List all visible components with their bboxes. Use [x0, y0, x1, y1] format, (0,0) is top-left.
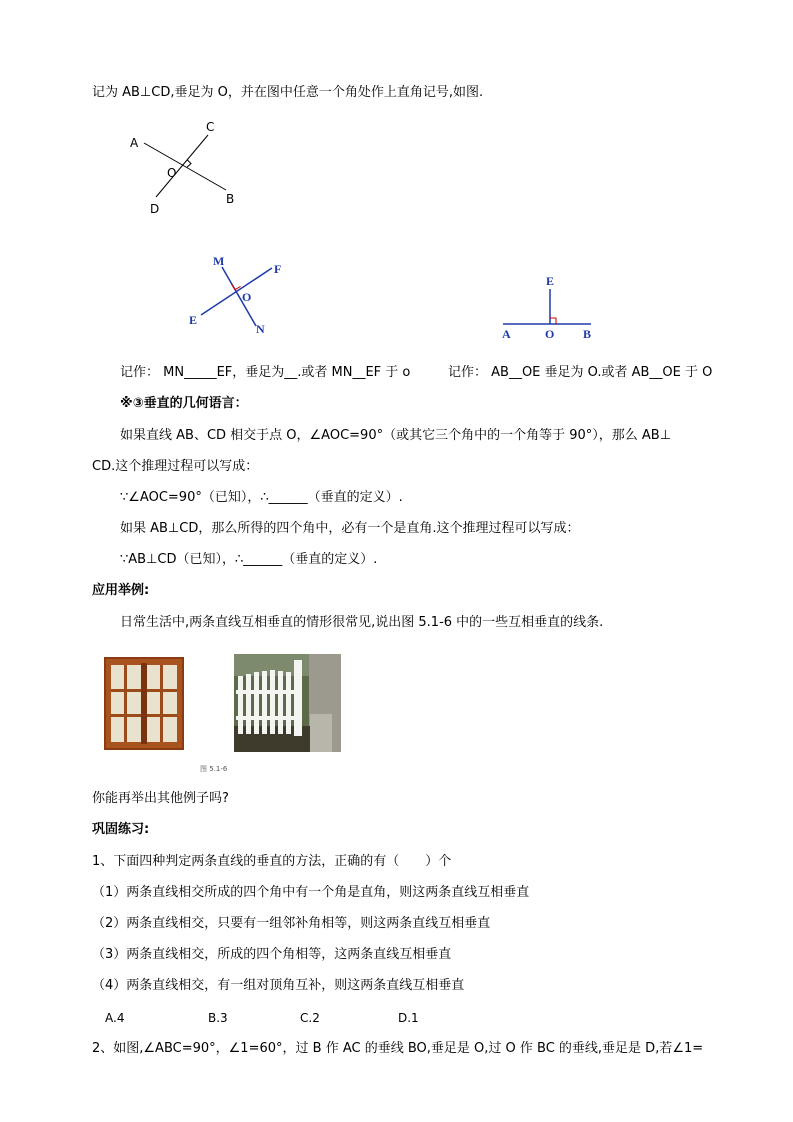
- fence-photo: [234, 654, 341, 752]
- fig2-label-f: F: [274, 262, 282, 276]
- geom-p1-line2: CD.这个推理过程可以写成：: [92, 459, 259, 474]
- q1-option-d: D.1: [398, 1011, 419, 1025]
- geom-p2-line: 如果 AB⊥CD，那么所得的四个角中，必有一个是直角.这个推理过程可以写成：: [120, 521, 580, 536]
- fig1-label-d: D: [150, 202, 160, 216]
- line-cd: [156, 135, 208, 197]
- q2-stem: 2、如图,∠ABC=90°，∠1=60°，过 B 作 AC 的垂线 BO,垂足是 O,过 O 作 BC 的垂线,垂足是 D,若∠1=: [92, 1041, 704, 1056]
- right-angle-mark: [550, 318, 556, 324]
- section-practice-title: 巩固练习:: [92, 822, 150, 837]
- notation-right: 记作： AB__OE 垂足为 O.或者 AB__OE 于 O: [448, 365, 713, 380]
- fig2-label-m: M: [213, 254, 225, 268]
- q1-item-2: （2）两条直线相交，只要有一组邻补角相等，则这两条直线互相垂直: [92, 916, 491, 931]
- section-geom-title: ※③垂直的几何语言：: [120, 396, 248, 411]
- geom-p2-reason: ∵AB⊥CD（已知），∴______（垂直的定义）.: [120, 552, 378, 567]
- geom-p1-reason: ∵∠AOC=90°（已知），∴______（垂直的定义）.: [120, 490, 403, 505]
- fig1-label-c: C: [206, 120, 215, 134]
- q1-option-c: C.2: [300, 1011, 320, 1025]
- fig2-label-o: O: [242, 290, 252, 304]
- example-text: 日常生活中,两条直线互相垂直的情形很常见,说出图 5.1-6 中的一些互相垂直的线条.: [120, 615, 604, 630]
- q1-option-b: B.3: [208, 1011, 228, 1025]
- fig1-label-o: O: [167, 166, 177, 180]
- geom-p1-line1: 如果直线 AB、CD 相交于点 O，∠AOC=90°（或其它三个角中的一个角等于 90°），那么 AB⊥: [120, 428, 672, 443]
- fig3-label-o: O: [545, 327, 555, 341]
- fig2-label-e: E: [189, 313, 198, 327]
- window-photo: [104, 657, 184, 750]
- fig3-label-a: A: [502, 327, 511, 341]
- fig3-label-b: B: [583, 327, 592, 341]
- notation-left: 记作： MN_____EF，垂足为__.或者 MN__EF 于 o: [120, 365, 411, 380]
- section-example-title: 应用举例:: [92, 583, 150, 598]
- fig1-label-b: B: [226, 192, 235, 206]
- q1-item-3: （3）两条直线相交，所成的四个角相等，这两条直线互相垂直: [92, 947, 452, 962]
- fig2-label-n: N: [256, 322, 265, 336]
- more-examples-question: 你能再举出其他例子吗?: [92, 791, 229, 806]
- q1-item-4: （4）两条直线相交，有一组对顶角互补，则这两条直线互相垂直: [92, 978, 465, 993]
- line-ab: [144, 143, 226, 190]
- q1-item-1: （1）两条直线相交所成的四个角中有一个角是直角，则这两条直线互相垂直: [92, 885, 530, 900]
- right-angle-mark: [187, 160, 191, 167]
- fig3-label-e: E: [546, 274, 555, 288]
- intro-line: 记为 AB⊥CD,垂足为 O，并在图中任意一个角处作上直角记号,如图.: [92, 85, 484, 100]
- fig1-label-a: A: [130, 136, 139, 150]
- photo-caption: 图 5.1-6: [200, 765, 228, 773]
- q1-option-a: A.4: [105, 1011, 125, 1025]
- q1-stem: 1、下面四种判定两条直线的垂直的方法，正确的有（ ）个: [92, 854, 452, 869]
